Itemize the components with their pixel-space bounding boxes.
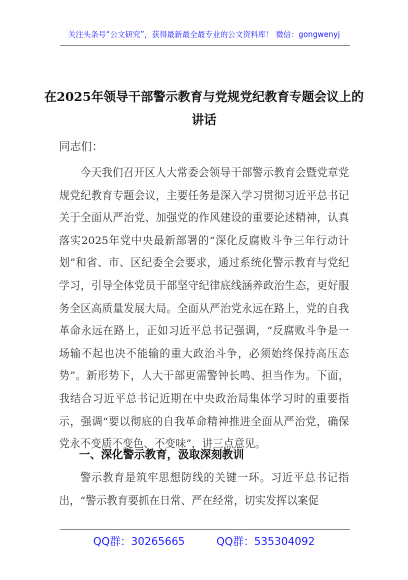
- footer-qq-group-1: QQ群：30265665: [93, 536, 185, 548]
- footer-qq-group-2: QQ群：535304092: [216, 536, 315, 548]
- header-divider: [60, 45, 350, 46]
- header-promo-text: 关注头条号“公文研究”，获得最新最全最专业的公文资料库！ 微信：gongwenyj: [68, 30, 340, 39]
- intro-paragraph: 今天我们召开区人大常委会领导干部警示教育会暨党章党规党纪教育专题会议，主要任务是深入学习贯彻习近平总书记关于全面从严治党、加强党的作风建设的重要论述精神，认真落实2025年党中央最新部署的“深化反腐败斗争三年行动计划”和省、市、区纪委全会要求，通过系统化警示教育与党纪学习，引导全体党员干部坚守纪律底线涵养政治生态，更好服务全区高质量发展大局。全面从严治党永远在路上，党的自我革命永远在路上，正如习近平总书记强调，“反腐败斗争是一场输不起也决不能输的重大政治斗争，必须始终保持高压态势”。新形势下，人大干部更需警钟长鸣、担当作为。下面，我结合习近平总书记近期在中央政治局集体学习时的重要指示，强调“要以彻底的自我革命精神推进全面从严治党，确保党永不变质不变色、不变味”，讲三点意见。: [59, 167, 349, 451]
- section1-paragraph: 警示教育是筑牢思想防线的关键一环。习近平总书记指出，“警示教育要抓在日常、严在经常，切实发挥以案促: [59, 472, 349, 507]
- footer-divider: [60, 529, 350, 530]
- document-title-line2: 讲话: [191, 112, 217, 127]
- footer: [0, 534, 408, 549]
- document-title-line1: 在2025年领导干部警示教育与党规党纪教育专题会议上的: [44, 89, 364, 104]
- section-heading: 一、深化警示教育，汲取深刻教训: [79, 448, 244, 461]
- salutation: 同志们：: [59, 140, 103, 153]
